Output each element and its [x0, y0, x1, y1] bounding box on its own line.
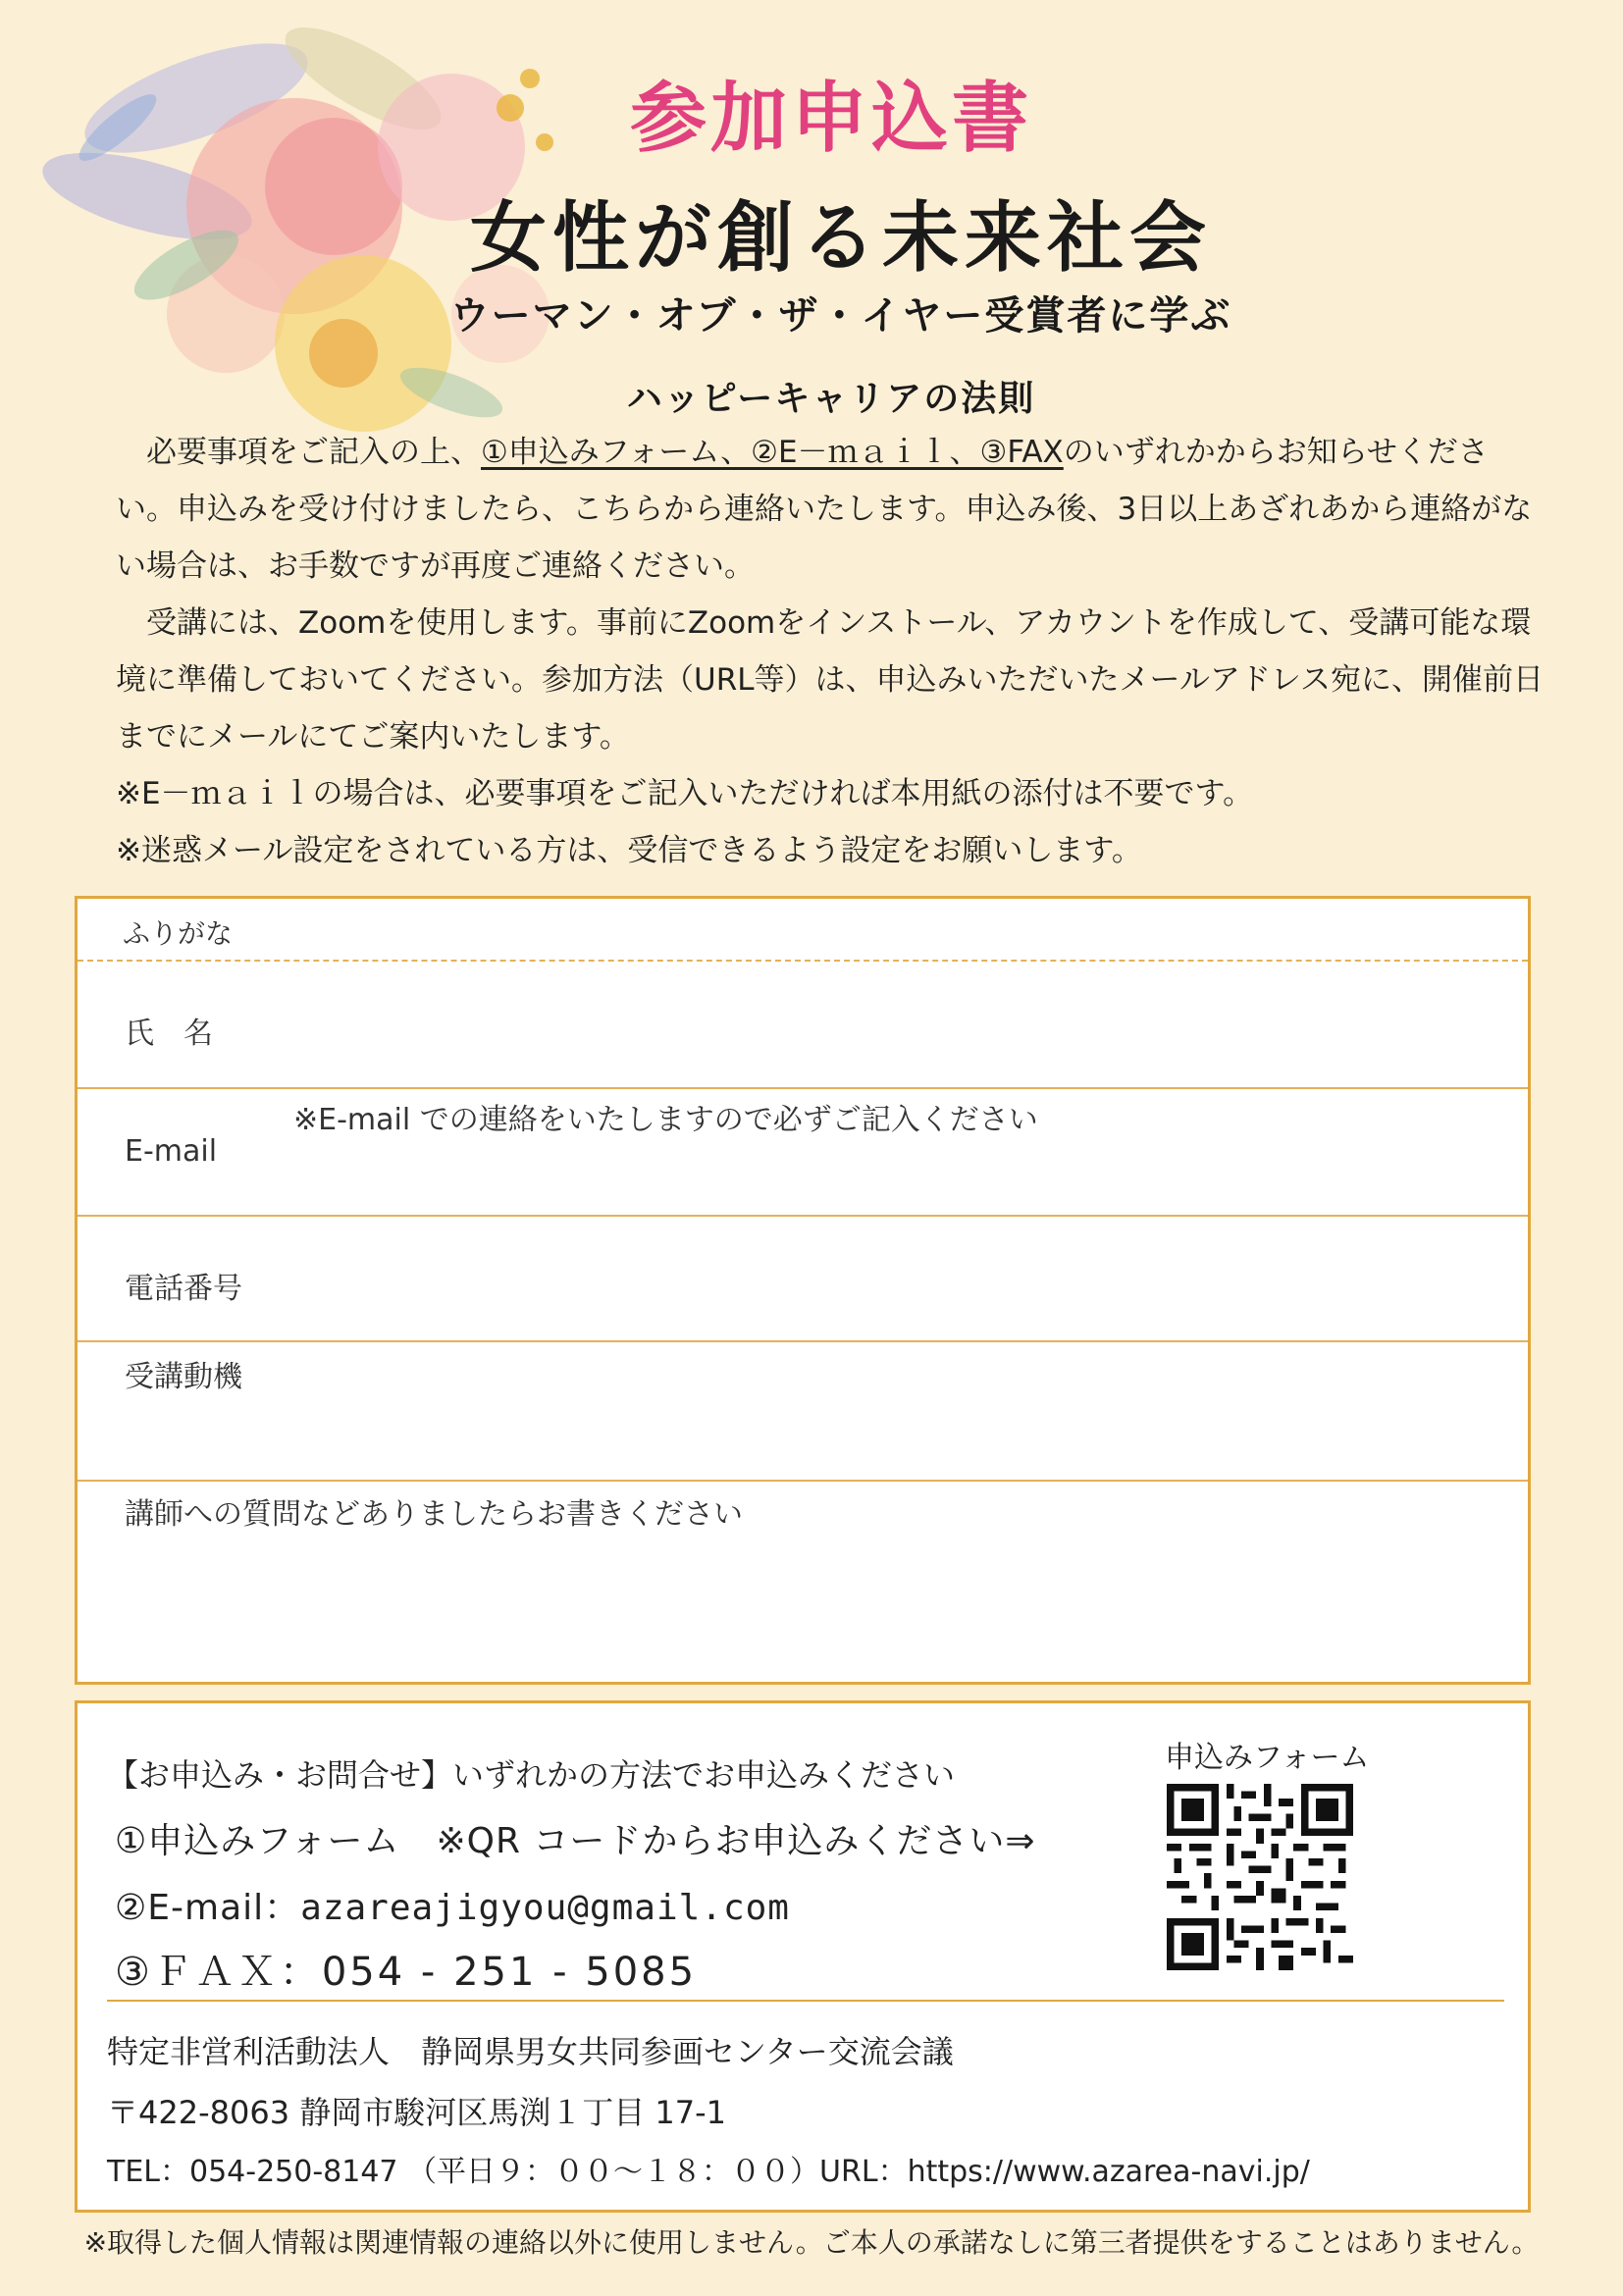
intro-p1-post: のいずれかからお知らせください。申込みを受け付けましたら、こちらから連絡いたします。申込み後、3日以上あざれあから連絡がない場合は、お手数ですが再度ご連絡ください。 — [116, 435, 1533, 584]
furigana-row[interactable] — [78, 899, 1528, 960]
contact-divider — [107, 2000, 1504, 2002]
motivation-label: 受講動機 — [125, 1360, 242, 1394]
application-form — [75, 896, 1531, 1685]
page-subtitle-2: ハッピーキャリアの法則 — [626, 379, 1036, 419]
email-method-label: ②E-mail： — [115, 1888, 301, 1928]
questions-label: 講師への質問などありましたらお書きください — [125, 1497, 743, 1532]
intro-p1-pre: 必要事項をご記入の上、 — [146, 435, 481, 470]
qr-label: 申込みフォーム — [1165, 1741, 1370, 1775]
motivation-row[interactable] — [78, 1340, 1528, 1480]
questions-row[interactable] — [78, 1480, 1528, 1682]
qr-code-icon[interactable] — [1167, 1784, 1353, 1970]
contact-method-email — [115, 1880, 790, 1930]
intro-note-2: ※迷惑メール設定をされている方は、受信できるよう設定をお願いします。 — [116, 833, 1142, 868]
intro-paragraph-1 — [116, 424, 1548, 595]
intro-p1-methods: ①申込みフォーム、②E－ｍａｉｌ、③FAX — [481, 435, 1064, 470]
intro-paragraph-2: 受講には、Zoomを使用します。事前にZoomをインストール、アカウントを作成して、受講可能な環境に準備しておいてください。参加方法（URL等）は、申込みいただいたメールアドレス宛に、開催前日までにメールにてご案内いたします。 — [116, 605, 1544, 755]
email-label: E-mail — [125, 1134, 218, 1169]
name-label: 氏 名 — [125, 1017, 213, 1051]
phone-label: 電話番号 — [125, 1272, 242, 1306]
page-subtitle: ウーマン・オブ・ザ・イヤー受賞者に学ぶ — [449, 293, 1232, 339]
intro-text — [116, 424, 1548, 879]
name-row[interactable] — [78, 960, 1528, 1087]
contact-method-fax: ③ＦＡＸ：054 - 251 - 5085 — [115, 1950, 698, 1995]
contact-box — [75, 1700, 1531, 2213]
furigana-label: ふりがな — [123, 917, 234, 950]
organization-contact-line: TEL：054-250-8147 （平日９：００～１８：００）URL：https://www.azarea-navi.jp/ — [107, 2155, 1310, 2189]
organization-name: 特定非営利活動法人 静岡県男女共同参画センター交流会議 — [107, 2033, 954, 2070]
email-row[interactable] — [78, 1087, 1528, 1215]
privacy-note: ※取得した個人情報は関連情報の連絡以外に使用しません。ご本人の承諾なしに第三者提供をすることはありません。 — [83, 2226, 1540, 2259]
contact-email-link[interactable]: azareajigyou@gmail.com — [300, 1888, 790, 1928]
phone-row[interactable] — [78, 1215, 1528, 1340]
intro-note-1: ※E－ｍａｉｌの場合は、必要事項をご記入いただければ本用紙の添付は不要です。 — [116, 776, 1254, 811]
contact-heading: 【お申込み・お問合せ】いずれかの方法でお申込みください — [107, 1756, 956, 1794]
page-title: 女性が創る未来社会 — [469, 194, 1212, 283]
email-required-note: ※E-mail での連絡をいたしますので必ずご記入ください — [293, 1103, 1038, 1137]
form-badge-title: 参加申込書 — [629, 75, 1032, 163]
contact-method-form: ①申込みフォーム ※QR コードからお申込みください⇒ — [115, 1821, 1036, 1861]
organization-address: 〒422-8063 静岡市駿河区馬渕１丁目 17-1 — [107, 2094, 727, 2131]
